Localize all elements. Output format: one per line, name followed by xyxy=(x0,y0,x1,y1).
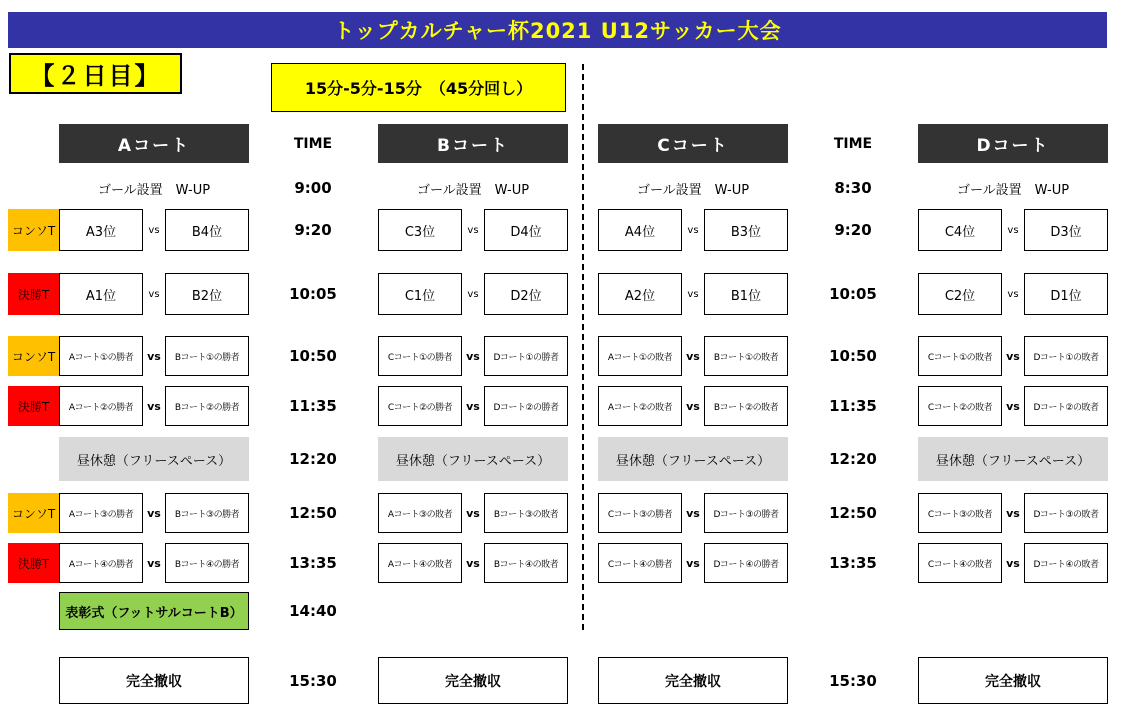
team-slot-away: Dコート①の勝者 xyxy=(484,336,568,376)
vs-label: vs xyxy=(1006,556,1020,570)
team-slot-home: Aコート②の勝者 xyxy=(59,386,143,426)
team-slot-away: D3位 xyxy=(1024,209,1108,251)
team-slot-home: Cコート②の敗者 xyxy=(918,386,1002,426)
team-slot-away: Dコート④の敗者 xyxy=(1024,543,1108,583)
team-slot-home: Cコート③の勝者 xyxy=(598,493,682,533)
team-slot-home: A3位 xyxy=(59,209,143,251)
vs-label: vs xyxy=(466,399,480,413)
vs-label: vs xyxy=(1006,399,1020,413)
team-slot-away: Bコート③の敗者 xyxy=(484,493,568,533)
team-slot-away: Dコート①の敗者 xyxy=(1024,336,1108,376)
match-time-left: 10:50 xyxy=(289,347,337,365)
match-time-right: 10:05 xyxy=(829,285,877,303)
vs-label: vs xyxy=(466,506,480,520)
vs-label: vs xyxy=(1007,224,1019,236)
vs-label: vs xyxy=(686,399,700,413)
team-slot-home: Cコート②の勝者 xyxy=(378,386,462,426)
setup-time-left: 9:00 xyxy=(294,179,332,197)
team-slot-home: Aコート④の敗者 xyxy=(378,543,462,583)
team-slot-home: C2位 xyxy=(918,273,1002,315)
team-slot-home: C3位 xyxy=(378,209,462,251)
vs-label: vs xyxy=(466,556,480,570)
team-slot-home: Aコート③の勝者 xyxy=(59,493,143,533)
cleanup-b: 完全撤収 xyxy=(378,657,568,704)
vs-label: vs xyxy=(148,288,160,300)
vs-label: vs xyxy=(1007,288,1019,300)
vs-label: vs xyxy=(148,224,160,236)
team-slot-home: Aコート①の勝者 xyxy=(59,336,143,376)
team-slot-away: Dコート③の敗者 xyxy=(1024,493,1108,533)
lunch-d: 昼休憩（フリースペース） xyxy=(918,437,1108,481)
team-slot-home: C1位 xyxy=(378,273,462,315)
lunch-c: 昼休憩（フリースペース） xyxy=(598,437,788,481)
match-time-right: 13:35 xyxy=(829,554,877,572)
lunch-a: 昼休憩（フリースペース） xyxy=(59,437,249,481)
format-label: 15分-5分-15分 （45分回し） xyxy=(271,63,566,112)
divider xyxy=(582,64,584,630)
team-slot-home: Cコート①の敗者 xyxy=(918,336,1002,376)
team-slot-home: Aコート③の敗者 xyxy=(378,493,462,533)
team-slot-away: Dコート④の勝者 xyxy=(704,543,788,583)
time-header-right: TIME xyxy=(833,135,873,152)
vs-label: vs xyxy=(147,556,161,570)
setup-label-b: ゴール設置 W-UP xyxy=(416,182,530,198)
cleanup-a: 完全撤収 xyxy=(59,657,249,704)
team-slot-away: Bコート④の勝者 xyxy=(165,543,249,583)
match-time-right: 9:20 xyxy=(834,221,872,239)
vs-label: vs xyxy=(686,349,700,363)
cleanup-c: 完全撤収 xyxy=(598,657,788,704)
vs-label: vs xyxy=(147,506,161,520)
cleanup-time-left: 15:30 xyxy=(289,671,337,690)
match-time-left: 9:20 xyxy=(294,221,332,239)
consolation-tournament-tag: コンソT xyxy=(8,209,59,251)
team-slot-away: B3位 xyxy=(704,209,788,251)
time-header-left: TIME xyxy=(293,135,333,152)
vs-label: vs xyxy=(687,224,699,236)
vs-label: vs xyxy=(686,556,700,570)
setup-label-c: ゴール設置 W-UP xyxy=(636,182,750,198)
team-slot-away: Bコート①の勝者 xyxy=(165,336,249,376)
team-slot-away: Dコート②の勝者 xyxy=(484,386,568,426)
match-time-right: 10:50 xyxy=(829,347,877,365)
vs-label: vs xyxy=(686,506,700,520)
team-slot-away: Dコート③の勝者 xyxy=(704,493,788,533)
cleanup-time-right: 15:30 xyxy=(829,671,877,690)
team-slot-home: A4位 xyxy=(598,209,682,251)
day-label: 【２日目】 xyxy=(9,53,182,94)
setup-label-d: ゴール設置 W-UP xyxy=(956,182,1070,198)
match-time-left: 11:35 xyxy=(289,397,337,415)
final-tournament-tag: 決勝T xyxy=(8,543,59,583)
final-tournament-tag: 決勝T xyxy=(8,273,59,315)
team-slot-away: D2位 xyxy=(484,273,568,315)
match-time-right: 12:50 xyxy=(829,504,877,522)
team-slot-home: Cコート③の敗者 xyxy=(918,493,1002,533)
lunch-b: 昼休憩（フリースペース） xyxy=(378,437,568,481)
setup-label-a: ゴール設置 W-UP xyxy=(97,182,211,198)
court-header-d: Dコート xyxy=(918,124,1108,163)
team-slot-home: Aコート④の勝者 xyxy=(59,543,143,583)
team-slot-away: Bコート②の勝者 xyxy=(165,386,249,426)
court-header-c: Cコート xyxy=(598,124,788,163)
team-slot-away: B1位 xyxy=(704,273,788,315)
cleanup-d: 完全撤収 xyxy=(918,657,1108,704)
team-slot-home: Cコート④の敗者 xyxy=(918,543,1002,583)
match-time-left: 12:50 xyxy=(289,504,337,522)
match-time-left: 13:35 xyxy=(289,554,337,572)
vs-label: vs xyxy=(1006,349,1020,363)
vs-label: vs xyxy=(147,349,161,363)
vs-label: vs xyxy=(467,224,479,236)
consolation-tournament-tag: コンソT xyxy=(8,336,59,376)
team-slot-away: Bコート③の勝者 xyxy=(165,493,249,533)
team-slot-home: Cコート④の勝者 xyxy=(598,543,682,583)
team-slot-away: Dコート②の敗者 xyxy=(1024,386,1108,426)
award-ceremony: 表彰式（フットサルコートB） xyxy=(59,592,249,630)
team-slot-away: B2位 xyxy=(165,273,249,315)
court-header-a: Aコート xyxy=(59,124,249,163)
consolation-tournament-tag: コンソT xyxy=(8,493,59,533)
setup-time-right: 8:30 xyxy=(834,179,872,197)
vs-label: vs xyxy=(687,288,699,300)
final-tournament-tag: 決勝T xyxy=(8,386,59,426)
team-slot-away: Bコート④の敗者 xyxy=(484,543,568,583)
team-slot-away: Bコート①の敗者 xyxy=(704,336,788,376)
page-title: トップカルチャー杯2021 U12サッカー大会 xyxy=(8,12,1107,48)
match-time-left: 10:05 xyxy=(289,285,337,303)
award-time: 14:40 xyxy=(289,602,337,620)
team-slot-home: C4位 xyxy=(918,209,1002,251)
match-time-right: 11:35 xyxy=(829,397,877,415)
team-slot-home: Aコート①の敗者 xyxy=(598,336,682,376)
team-slot-away: D4位 xyxy=(484,209,568,251)
vs-label: vs xyxy=(466,349,480,363)
vs-label: vs xyxy=(147,399,161,413)
vs-label: vs xyxy=(467,288,479,300)
court-header-b: Bコート xyxy=(378,124,568,163)
team-slot-away: Bコート②の敗者 xyxy=(704,386,788,426)
team-slot-home: A2位 xyxy=(598,273,682,315)
team-slot-home: A1位 xyxy=(59,273,143,315)
vs-label: vs xyxy=(1006,506,1020,520)
team-slot-away: D1位 xyxy=(1024,273,1108,315)
team-slot-home: Aコート②の敗者 xyxy=(598,386,682,426)
lunch-time-left: 12:20 xyxy=(289,450,337,468)
team-slot-away: B4位 xyxy=(165,209,249,251)
lunch-time-right: 12:20 xyxy=(829,450,877,468)
team-slot-home: Cコート①の勝者 xyxy=(378,336,462,376)
